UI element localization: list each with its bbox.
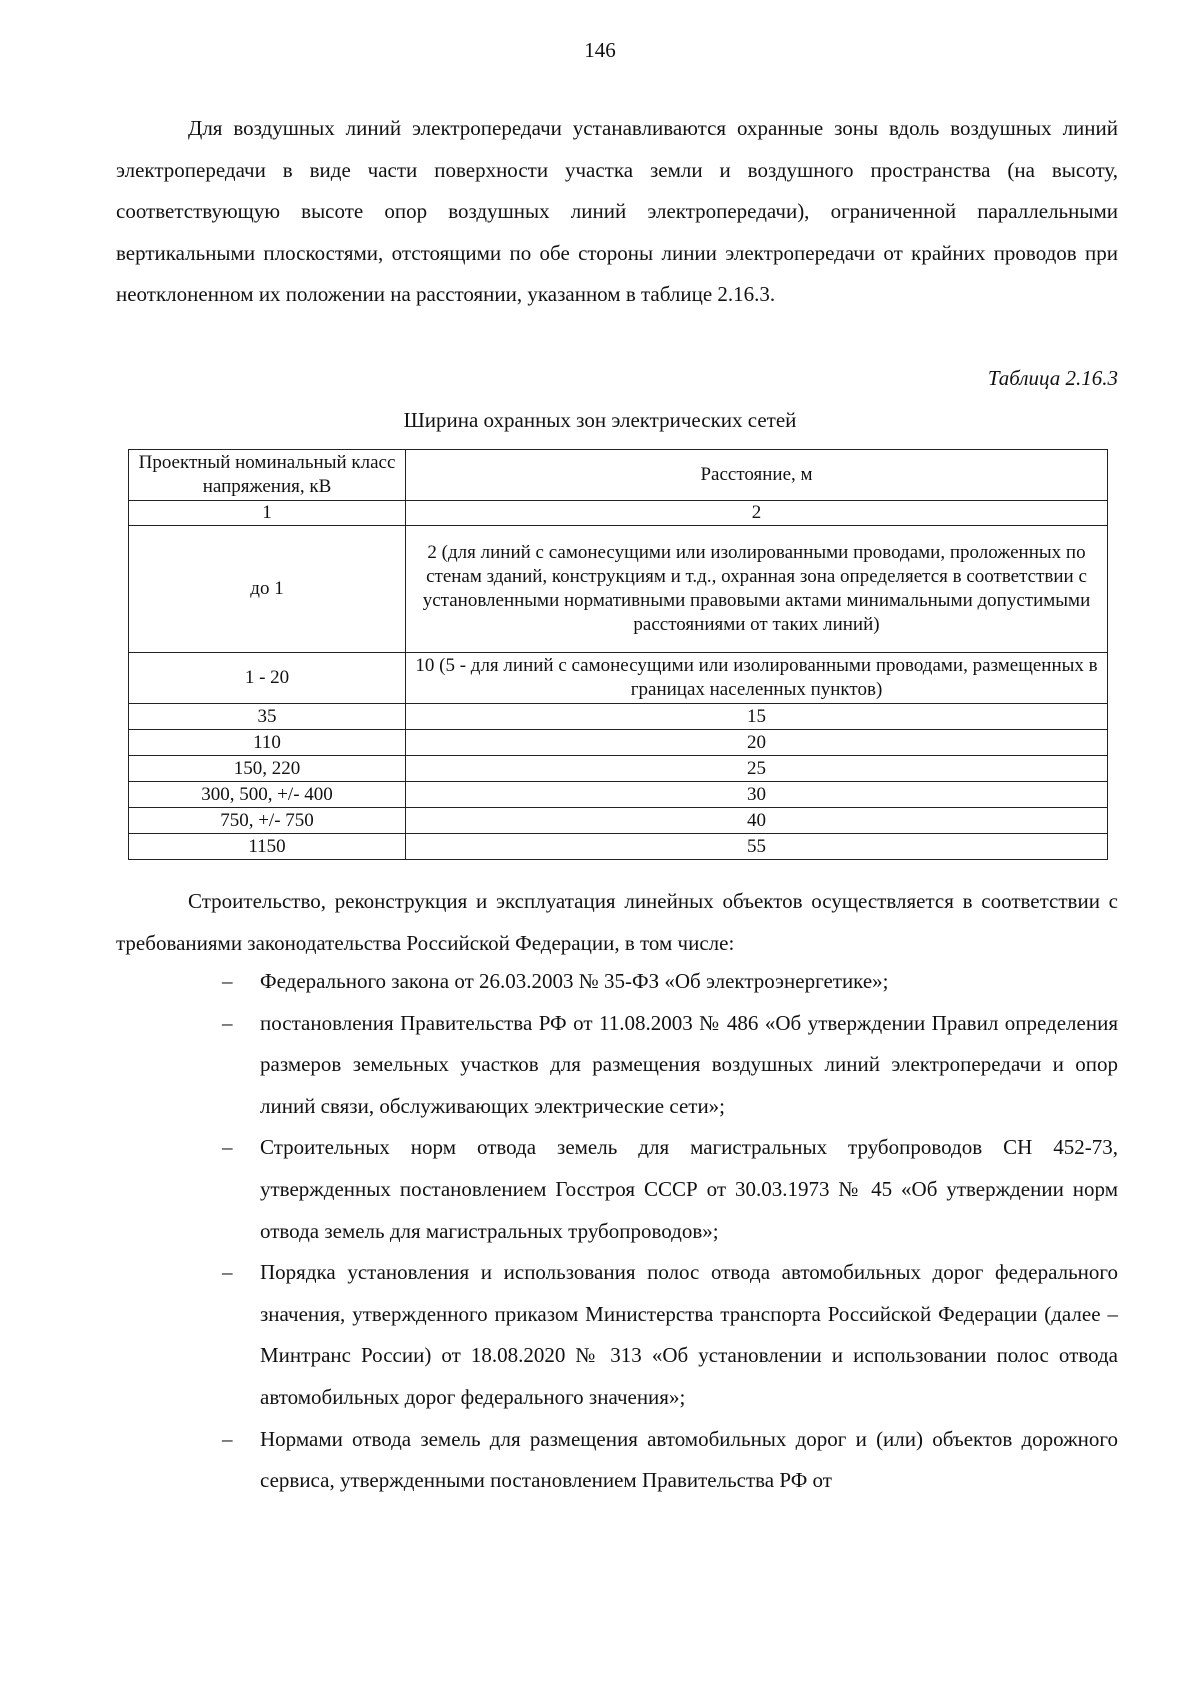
construction-paragraph: Строительство, реконструкция и эксплуатация линейных объектов осуществляется в соответствии с требованиями законодательства Российской Федерации, в том числе: (116, 889, 1118, 955)
law-item-text: Нормами отвода земель для размещения автомобильных дорог и (или) объектов дорожного сервиса, утвержденными постановлением Правительства РФ от (260, 1426, 1118, 1493)
distance-cell: 25 (406, 756, 1108, 782)
voltage-cell: 35 (129, 704, 406, 730)
table-row (129, 834, 1108, 860)
column-number: 1 (129, 501, 406, 526)
law-item-text: Порядка установления и использования полос отвода автомобильных дорог федерального значения, утвержденного приказом Министерства транспорта Российской Федерации (далее – Минтранс России) от 18.08.2020 № 313 «Об установлении и использовании полос отвода автомобильных дорог федерального значения»; (260, 1260, 1118, 1409)
list-dash: – (222, 1135, 233, 1160)
table-row (129, 782, 1108, 808)
list-dash: – (222, 1010, 233, 1035)
table-row (129, 756, 1108, 782)
law-item-text: Федерального закона от 26.03.2003 № 35-ФЗ «Об электроэнергетике»; (260, 969, 889, 993)
distance-cell: 30 (406, 782, 1108, 808)
distance-cell: 55 (406, 834, 1108, 860)
voltage-cell: 750, +/- 750 (129, 808, 406, 834)
list-item (116, 1003, 1118, 1128)
law-item-text: постановления Правительства РФ от 11.08.2003 № 486 «Об утверждении Правил определения размеров земельных участков для размещения воздушных линий электропередачи и опор линий связи, обслуживающих электрические сети»; (260, 1010, 1118, 1118)
table-row (129, 653, 1108, 704)
list-item (116, 1419, 1118, 1502)
voltage-cell: 1 - 20 (129, 653, 406, 704)
voltage-cell: 110 (129, 730, 406, 756)
page-number: 146 (584, 38, 616, 62)
voltage-cell: до 1 (129, 526, 406, 653)
table-row (129, 526, 1108, 653)
intro-paragraph: Для воздушных линий электропередачи устанавливаются охранные зоны вдоль воздушных линий электропередачи в виде части поверхности участка земли и воздушного пространства (на высоту, соответствующую высоте опор воздушных линий электропередачи), ограниченной параллельными вертикальными плоскостями, отстоящими по обе стороны линии электропередачи от крайних проводов при неотклоненном их положении на расстоянии, указанном в таблице 2.16.3. (116, 116, 1118, 307)
list-dash: – (222, 1426, 233, 1451)
voltage-cell: 1150 (129, 834, 406, 860)
voltage-cell: 300, 500, +/- 400 (129, 782, 406, 808)
list-dash: – (222, 1260, 233, 1285)
list-dash: – (222, 969, 233, 993)
distance-cell: 10 (5 - для линий с самонесущими или изолированными проводами, размещенных в границах населенных пунктов) (406, 653, 1108, 704)
distance-cell: 2 (для линий с самонесущими или изолированными проводами, проложенных по стенам зданий, конструкциям и т.д., охранная зона определяется в соответствии с установленными нормативными правовыми актами минимальными допустимыми расстояниями от таких линий) (406, 526, 1108, 653)
table-row (129, 730, 1108, 756)
table-title: Ширина охранных зон электрических сетей (403, 408, 797, 432)
table-row (129, 704, 1108, 730)
table-header-row (129, 450, 1108, 501)
list-item (116, 1127, 1118, 1252)
list-item (116, 1252, 1118, 1418)
header-distance: Расстояние, м (406, 450, 1108, 501)
table-row (129, 808, 1108, 834)
distance-cell: 40 (406, 808, 1108, 834)
column-number: 2 (406, 501, 1108, 526)
laws-list (116, 961, 1118, 1502)
distance-cell: 20 (406, 730, 1108, 756)
distance-cell: 15 (406, 704, 1108, 730)
table-label: Таблица 2.16.3 (987, 366, 1118, 390)
header-voltage-class: Проектный номинальный класс напряжения, кВ (129, 450, 406, 501)
table-index-row (129, 501, 1108, 526)
list-item (116, 961, 1118, 1003)
voltage-cell: 150, 220 (129, 756, 406, 782)
law-item-text: Строительных норм отвода земель для магистральных трубопроводов СН 452-73, утвержденных постановлением Госстроя СССР от 30.03.1973 № 45 «Об утверждении норм отвода земель для магистральных трубопроводов»; (260, 1135, 1118, 1243)
protection-zones-table (128, 449, 1108, 860)
